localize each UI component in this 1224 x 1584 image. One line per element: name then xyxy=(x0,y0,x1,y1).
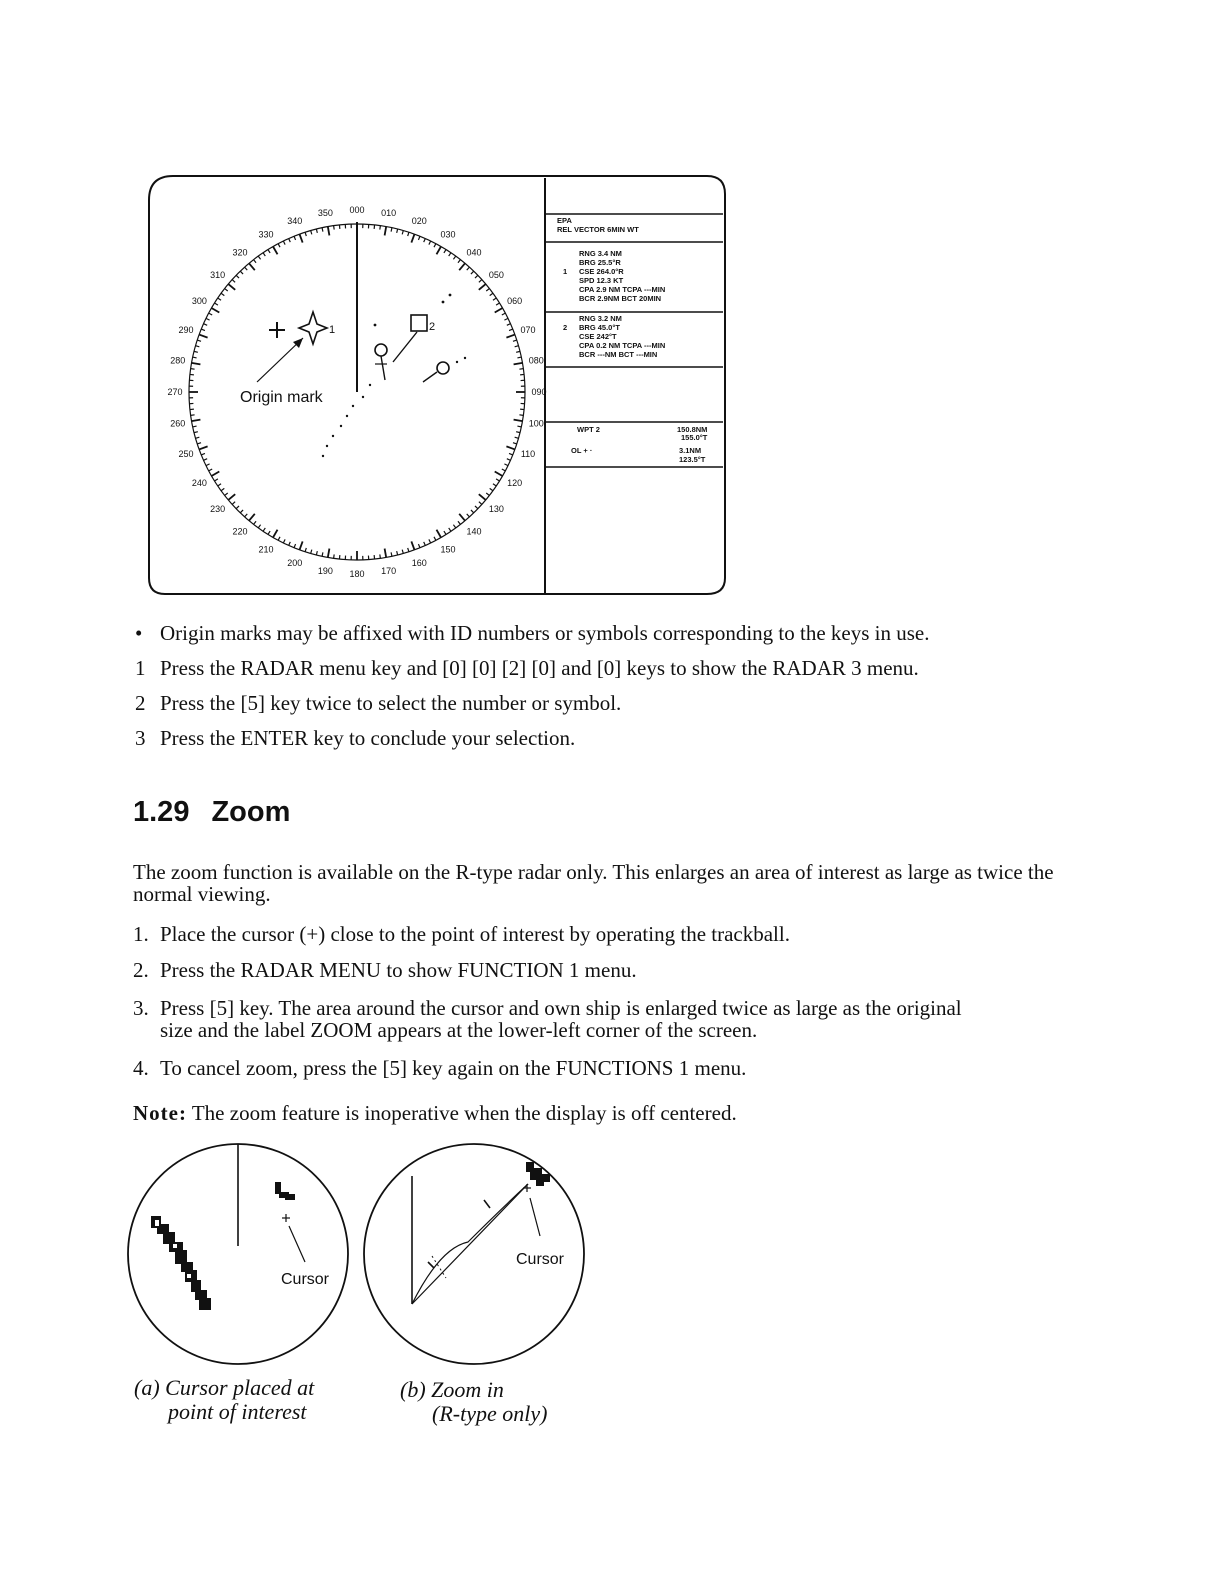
bearing-tick xyxy=(212,472,220,477)
bearing-tick xyxy=(402,231,403,235)
origin-mark-1-symbol xyxy=(299,312,327,344)
bearing-label-160: 160 xyxy=(411,558,427,569)
bearing-tick xyxy=(322,552,323,556)
origin-mark-2-symbol xyxy=(411,315,427,331)
bearing-tick xyxy=(249,514,255,521)
bearing-tick xyxy=(328,549,330,558)
bearing-tick xyxy=(196,437,200,438)
origin-mark-1-id: 1 xyxy=(329,324,336,336)
bearing-label-220: 220 xyxy=(232,526,248,537)
caption-b: (b) Zoom in (R-type only) xyxy=(400,1377,548,1426)
panel-t2-bcr: BCR ---NM BCT ---MIN xyxy=(579,350,658,359)
bearing-tick xyxy=(334,554,335,558)
bearing-tick xyxy=(493,298,496,300)
bearing-tick xyxy=(334,226,335,230)
bearing-tick xyxy=(411,541,414,549)
bearing-tick xyxy=(232,502,235,505)
bearing-tick xyxy=(311,550,312,554)
cursor-label-a: Cursor xyxy=(281,1271,330,1288)
bearing-label-230: 230 xyxy=(210,503,226,514)
bearing-tick xyxy=(434,244,436,248)
origin-mark-2-id: 2 xyxy=(429,321,436,333)
radar3-step-2: 2 Press the [5] key twice to select the number or symbol. xyxy=(135,691,622,715)
cursor-label-b: Cursor xyxy=(516,1251,565,1268)
bearing-tick xyxy=(305,232,306,236)
bearing-tick xyxy=(300,541,303,549)
bearing-tick xyxy=(424,239,426,243)
bearing-tick xyxy=(507,324,511,326)
section-heading xyxy=(133,796,290,829)
bearing-tick xyxy=(502,313,506,315)
bearing-tick xyxy=(475,275,478,278)
bearing-tick xyxy=(459,514,465,521)
bearing-tick xyxy=(204,459,208,461)
zoom-step-4: 4. To cancel zoom, press the [5] key again on the FUNCTIONS 1 menu. xyxy=(133,1056,747,1080)
bearing-tick xyxy=(197,443,201,444)
bearing-label-170: 170 xyxy=(381,566,397,577)
zoom-note xyxy=(133,1102,1078,1124)
bearing-tick xyxy=(316,551,317,555)
bearing-tick xyxy=(245,267,248,270)
bearing-label-310: 310 xyxy=(210,270,226,281)
radar3-step-1: 1 Press the RADAR menu key and [0] [0] [2] [0] and [0] keys to show the RADAR 3 menu. xyxy=(135,656,919,680)
bearing-tick xyxy=(221,293,224,295)
bearing-tick xyxy=(475,506,478,509)
bearing-tick xyxy=(495,308,503,313)
bearing-tick xyxy=(236,275,239,278)
bearing-tick xyxy=(397,551,398,555)
bearing-tick xyxy=(225,289,228,291)
bearing-tick xyxy=(391,552,392,556)
panel-t1-cpa: CPA 2.9 NM TCPA ---MIN xyxy=(579,285,666,294)
bearing-tick xyxy=(240,271,243,274)
bearing-label-340: 340 xyxy=(287,215,303,226)
bearing-tick xyxy=(391,228,392,232)
bearing-tick xyxy=(193,357,197,358)
bearing-label-290: 290 xyxy=(178,324,194,335)
bearing-tick xyxy=(194,432,198,433)
bearing-label-110: 110 xyxy=(520,449,536,460)
bearing-tick xyxy=(232,280,235,283)
panel-t1-brg: BRG 25.5°R xyxy=(579,258,621,267)
panel-t1-bcr: BCR 2.9NM BCT 20MIN xyxy=(579,294,662,303)
bearing-tick xyxy=(397,229,398,233)
bearing-tick xyxy=(215,479,218,481)
bearing-tick xyxy=(263,528,265,531)
zoom-step-1: 1. Place the cursor (+) close to the point of interest by operating the trackball. xyxy=(133,922,790,946)
bearing-label-200: 200 xyxy=(287,558,303,569)
panel-t1-spd: SPD 12.3 KT xyxy=(579,276,624,285)
bearing-tick xyxy=(486,493,489,495)
note-label: Note: xyxy=(133,1101,187,1125)
panel-wpt-dist: 150.8NM xyxy=(677,425,708,434)
bearing-tick xyxy=(300,234,303,242)
bearing-tick xyxy=(444,531,446,534)
section-number: 1.29 xyxy=(133,796,190,828)
bearing-label-190: 190 xyxy=(317,566,333,577)
bearing-tick xyxy=(249,263,255,270)
bearing-tick xyxy=(496,303,499,305)
origin-mark-label: Origin mark xyxy=(240,389,323,406)
bearing-label-010: 010 xyxy=(381,207,397,218)
bearing-tick xyxy=(514,420,523,422)
bearing-tick xyxy=(516,351,520,352)
bearing-tick xyxy=(490,488,493,490)
bearing-tick xyxy=(514,363,523,365)
bearing-tick xyxy=(385,227,387,236)
bearing-tick xyxy=(434,537,436,541)
bearing-tick xyxy=(479,494,486,500)
bearing-tick xyxy=(506,446,514,449)
bearing-tick xyxy=(459,263,465,270)
bearing-tick xyxy=(218,484,221,486)
cursor-cross xyxy=(269,322,285,338)
bearing-tick xyxy=(212,308,220,313)
bearing-tick xyxy=(254,260,256,263)
bearing-tick xyxy=(268,250,270,253)
bearing-label-240: 240 xyxy=(191,478,207,488)
panel-target-2-id: 2 xyxy=(563,323,568,332)
bearing-tick xyxy=(283,241,285,245)
bearing-label-000: 000 xyxy=(349,205,365,215)
bearing-tick xyxy=(278,244,280,248)
zoom-figure-a xyxy=(125,1138,355,1378)
bearing-tick xyxy=(316,229,317,233)
bearing-tick xyxy=(429,539,431,543)
zoom-intro: The zoom function is available on the R-type radar only. This enlarges an area of interest as large as twice the normal viewing. xyxy=(133,860,1054,906)
bearing-tick xyxy=(479,284,486,290)
bearing-tick xyxy=(449,253,451,256)
bearing-tick xyxy=(254,521,256,524)
bearing-tick xyxy=(258,256,260,259)
bearing-tick xyxy=(519,369,523,370)
bearing-tick xyxy=(201,453,205,454)
bearing-label-140: 140 xyxy=(466,526,482,537)
bearing-tick xyxy=(467,514,470,517)
bearing-tick xyxy=(408,548,409,552)
bearing-tick xyxy=(268,531,270,534)
bearing-tick xyxy=(467,267,470,270)
panel-t1-rng: RNG 3.4 NM xyxy=(579,249,622,258)
cursor-leader-a xyxy=(289,1226,305,1262)
bearing-tick xyxy=(380,226,381,230)
bearing-tick xyxy=(191,415,195,416)
panel-t2-cpa: CPA 0.2 NM TCPA ---MIN xyxy=(579,341,666,350)
bearing-label-300: 300 xyxy=(191,296,207,306)
bearing-label-040: 040 xyxy=(466,247,482,258)
bearing-tick xyxy=(516,432,520,433)
note-text: The zoom feature is inoperative when the display is off centered. xyxy=(191,1101,737,1125)
bearing-tick xyxy=(408,232,409,236)
bearing-tick xyxy=(240,510,243,513)
bearing-label-210: 210 xyxy=(258,544,274,555)
bearing-tick xyxy=(294,236,295,240)
bearing-tick xyxy=(228,494,235,500)
bearing-tick xyxy=(194,351,198,352)
bearing-tick xyxy=(245,514,248,517)
zoom-step-3: 3. Press [5] key. The area around the cursor and own ship is enlarged twice as large as the original size and the label ZOOM appears at the lower-left corner of the screen. xyxy=(133,996,962,1042)
panel-target-1-id: 1 xyxy=(563,267,568,276)
bearing-label-270: 270 xyxy=(167,387,183,397)
bearing-tick xyxy=(449,528,451,531)
caption-a: (a) Cursor placed at point of interest xyxy=(134,1375,315,1424)
target-2-symbol xyxy=(437,362,449,374)
bearing-tick xyxy=(192,363,201,365)
panel-ol-dist: 3.1NM xyxy=(679,446,702,455)
panel-t2-cse: CSE 242°T xyxy=(579,332,617,341)
intro-bullet: • Origin marks may be affixed with ID numbers or symbols corresponding to the keys in use. xyxy=(135,621,930,645)
bearing-tick xyxy=(206,318,210,320)
bearing-tick xyxy=(328,227,330,236)
bearing-tick xyxy=(380,554,381,558)
bearing-label-080: 080 xyxy=(528,355,544,366)
bearing-tick xyxy=(196,346,200,347)
bearing-tick xyxy=(418,544,419,548)
bearing-tick xyxy=(294,544,295,548)
coastline-echo-a xyxy=(151,1216,211,1310)
radar3-step-3: 3 Press the ENTER key to conclude your selection. xyxy=(135,726,576,750)
panel-ol-label: OL + · xyxy=(571,446,593,455)
bearing-label-130: 130 xyxy=(488,503,504,514)
bearing-tick xyxy=(509,329,513,330)
bearing-label-150: 150 xyxy=(440,544,456,555)
panel-mode-1: EPA xyxy=(557,216,572,225)
target-echo-a xyxy=(275,1182,295,1200)
bearing-tick xyxy=(289,542,291,546)
bearing-tick xyxy=(199,446,207,449)
bearing-tick xyxy=(209,313,213,315)
bearing-tick xyxy=(444,250,446,253)
bearing-tick xyxy=(437,247,442,255)
bearing-tick xyxy=(311,231,312,235)
bearing-tick xyxy=(289,239,291,243)
bearing-tick xyxy=(509,453,513,454)
bearing-tick xyxy=(278,537,280,541)
bearing-tick xyxy=(437,530,442,538)
panel-t1-cse: CSE 264.0°R xyxy=(579,267,624,276)
bearing-tick xyxy=(519,415,523,416)
bearing-label-100: 100 xyxy=(528,418,544,429)
bearing-tick xyxy=(479,502,482,505)
bearing-tick xyxy=(273,530,278,538)
zoom-step-2: 2. Press the RADAR MENU to show FUNCTION 1 menu. xyxy=(133,958,637,982)
bearing-tick xyxy=(458,260,460,263)
bearing-tick xyxy=(490,293,493,295)
bearing-tick xyxy=(429,241,431,245)
bearing-tick xyxy=(273,247,278,255)
bearing-tick xyxy=(471,271,474,274)
bearing-tick xyxy=(305,548,306,552)
bearing-tick xyxy=(502,469,506,471)
bearing-tick xyxy=(513,443,517,444)
bearing-tick xyxy=(209,469,213,471)
bearing-tick xyxy=(201,329,205,330)
zoom-figure-b xyxy=(360,1138,590,1378)
bearing-tick xyxy=(258,525,260,528)
bearing-tick xyxy=(218,298,221,300)
bearing-tick xyxy=(225,493,228,495)
bearing-tick xyxy=(192,420,201,422)
bearing-tick xyxy=(193,426,197,427)
panel-t2-rng: RNG 3.2 NM xyxy=(579,314,622,323)
bearing-tick xyxy=(479,280,482,283)
bearing-tick xyxy=(515,346,519,347)
bearing-tick xyxy=(513,340,517,341)
bearing-tick xyxy=(424,542,426,546)
bearing-tick xyxy=(385,549,387,558)
bearing-label-060: 060 xyxy=(507,296,523,306)
panel-ol-brg: 123.5°T xyxy=(679,455,706,464)
target-1-symbol xyxy=(375,344,387,356)
bearing-tick xyxy=(506,335,514,338)
bearing-tick xyxy=(263,253,265,256)
bearing-label-090: 090 xyxy=(531,387,547,397)
bearing-label-180: 180 xyxy=(349,569,365,579)
bearing-label-020: 020 xyxy=(411,215,427,226)
cursor-leader-b xyxy=(530,1198,540,1236)
bearing-tick xyxy=(517,357,521,358)
bearing-tick xyxy=(206,464,210,466)
panel-t2-brg: BRG 45.0°T xyxy=(579,323,620,332)
radar-info-panel xyxy=(557,216,708,464)
bearing-tick xyxy=(411,234,414,242)
panel-wpt-label: WPT 2 xyxy=(577,425,600,434)
bearing-tick xyxy=(504,318,508,320)
section-title: Zoom xyxy=(211,796,291,828)
bearing-label-280: 280 xyxy=(170,355,186,366)
bearing-tick xyxy=(197,340,201,341)
bearing-tick xyxy=(493,484,496,486)
bearing-label-320: 320 xyxy=(232,247,248,258)
bearing-tick xyxy=(322,228,323,232)
bearing-label-260: 260 xyxy=(170,418,186,429)
bearing-tick xyxy=(453,525,455,528)
bearing-tick xyxy=(504,464,508,466)
bearing-tick xyxy=(495,472,503,477)
bearing-tick xyxy=(453,256,455,259)
bearing-tick xyxy=(486,289,489,291)
bearing-tick xyxy=(199,335,207,338)
radar-display-figure xyxy=(145,170,735,600)
bearing-tick xyxy=(191,369,195,370)
bearing-label-070: 070 xyxy=(520,324,536,335)
bearing-label-120: 120 xyxy=(507,478,523,488)
bearing-label-330: 330 xyxy=(258,229,274,240)
bearing-tick xyxy=(215,303,218,305)
bearing-label-350: 350 xyxy=(317,207,333,218)
bearing-tick xyxy=(228,284,235,290)
panel-mode-2: REL VECTOR 6MIN WT xyxy=(557,225,639,234)
bearing-tick xyxy=(458,521,460,524)
bearing-tick xyxy=(507,459,511,461)
bearing-tick xyxy=(402,550,403,554)
bearing-label-050: 050 xyxy=(488,270,504,281)
bearing-tick xyxy=(471,510,474,513)
bearing-tick xyxy=(221,488,224,490)
bearing-tick xyxy=(515,437,519,438)
bearing-tick xyxy=(496,479,499,481)
bearing-tick xyxy=(517,426,521,427)
bearing-label-250: 250 xyxy=(178,449,194,460)
bearing-label-030: 030 xyxy=(440,229,456,240)
bearing-tick xyxy=(236,506,239,509)
bearing-tick xyxy=(418,236,419,240)
panel-wpt-brg: 155.0°T xyxy=(681,433,708,442)
bearing-tick xyxy=(204,324,208,326)
bearing-tick xyxy=(283,539,285,543)
